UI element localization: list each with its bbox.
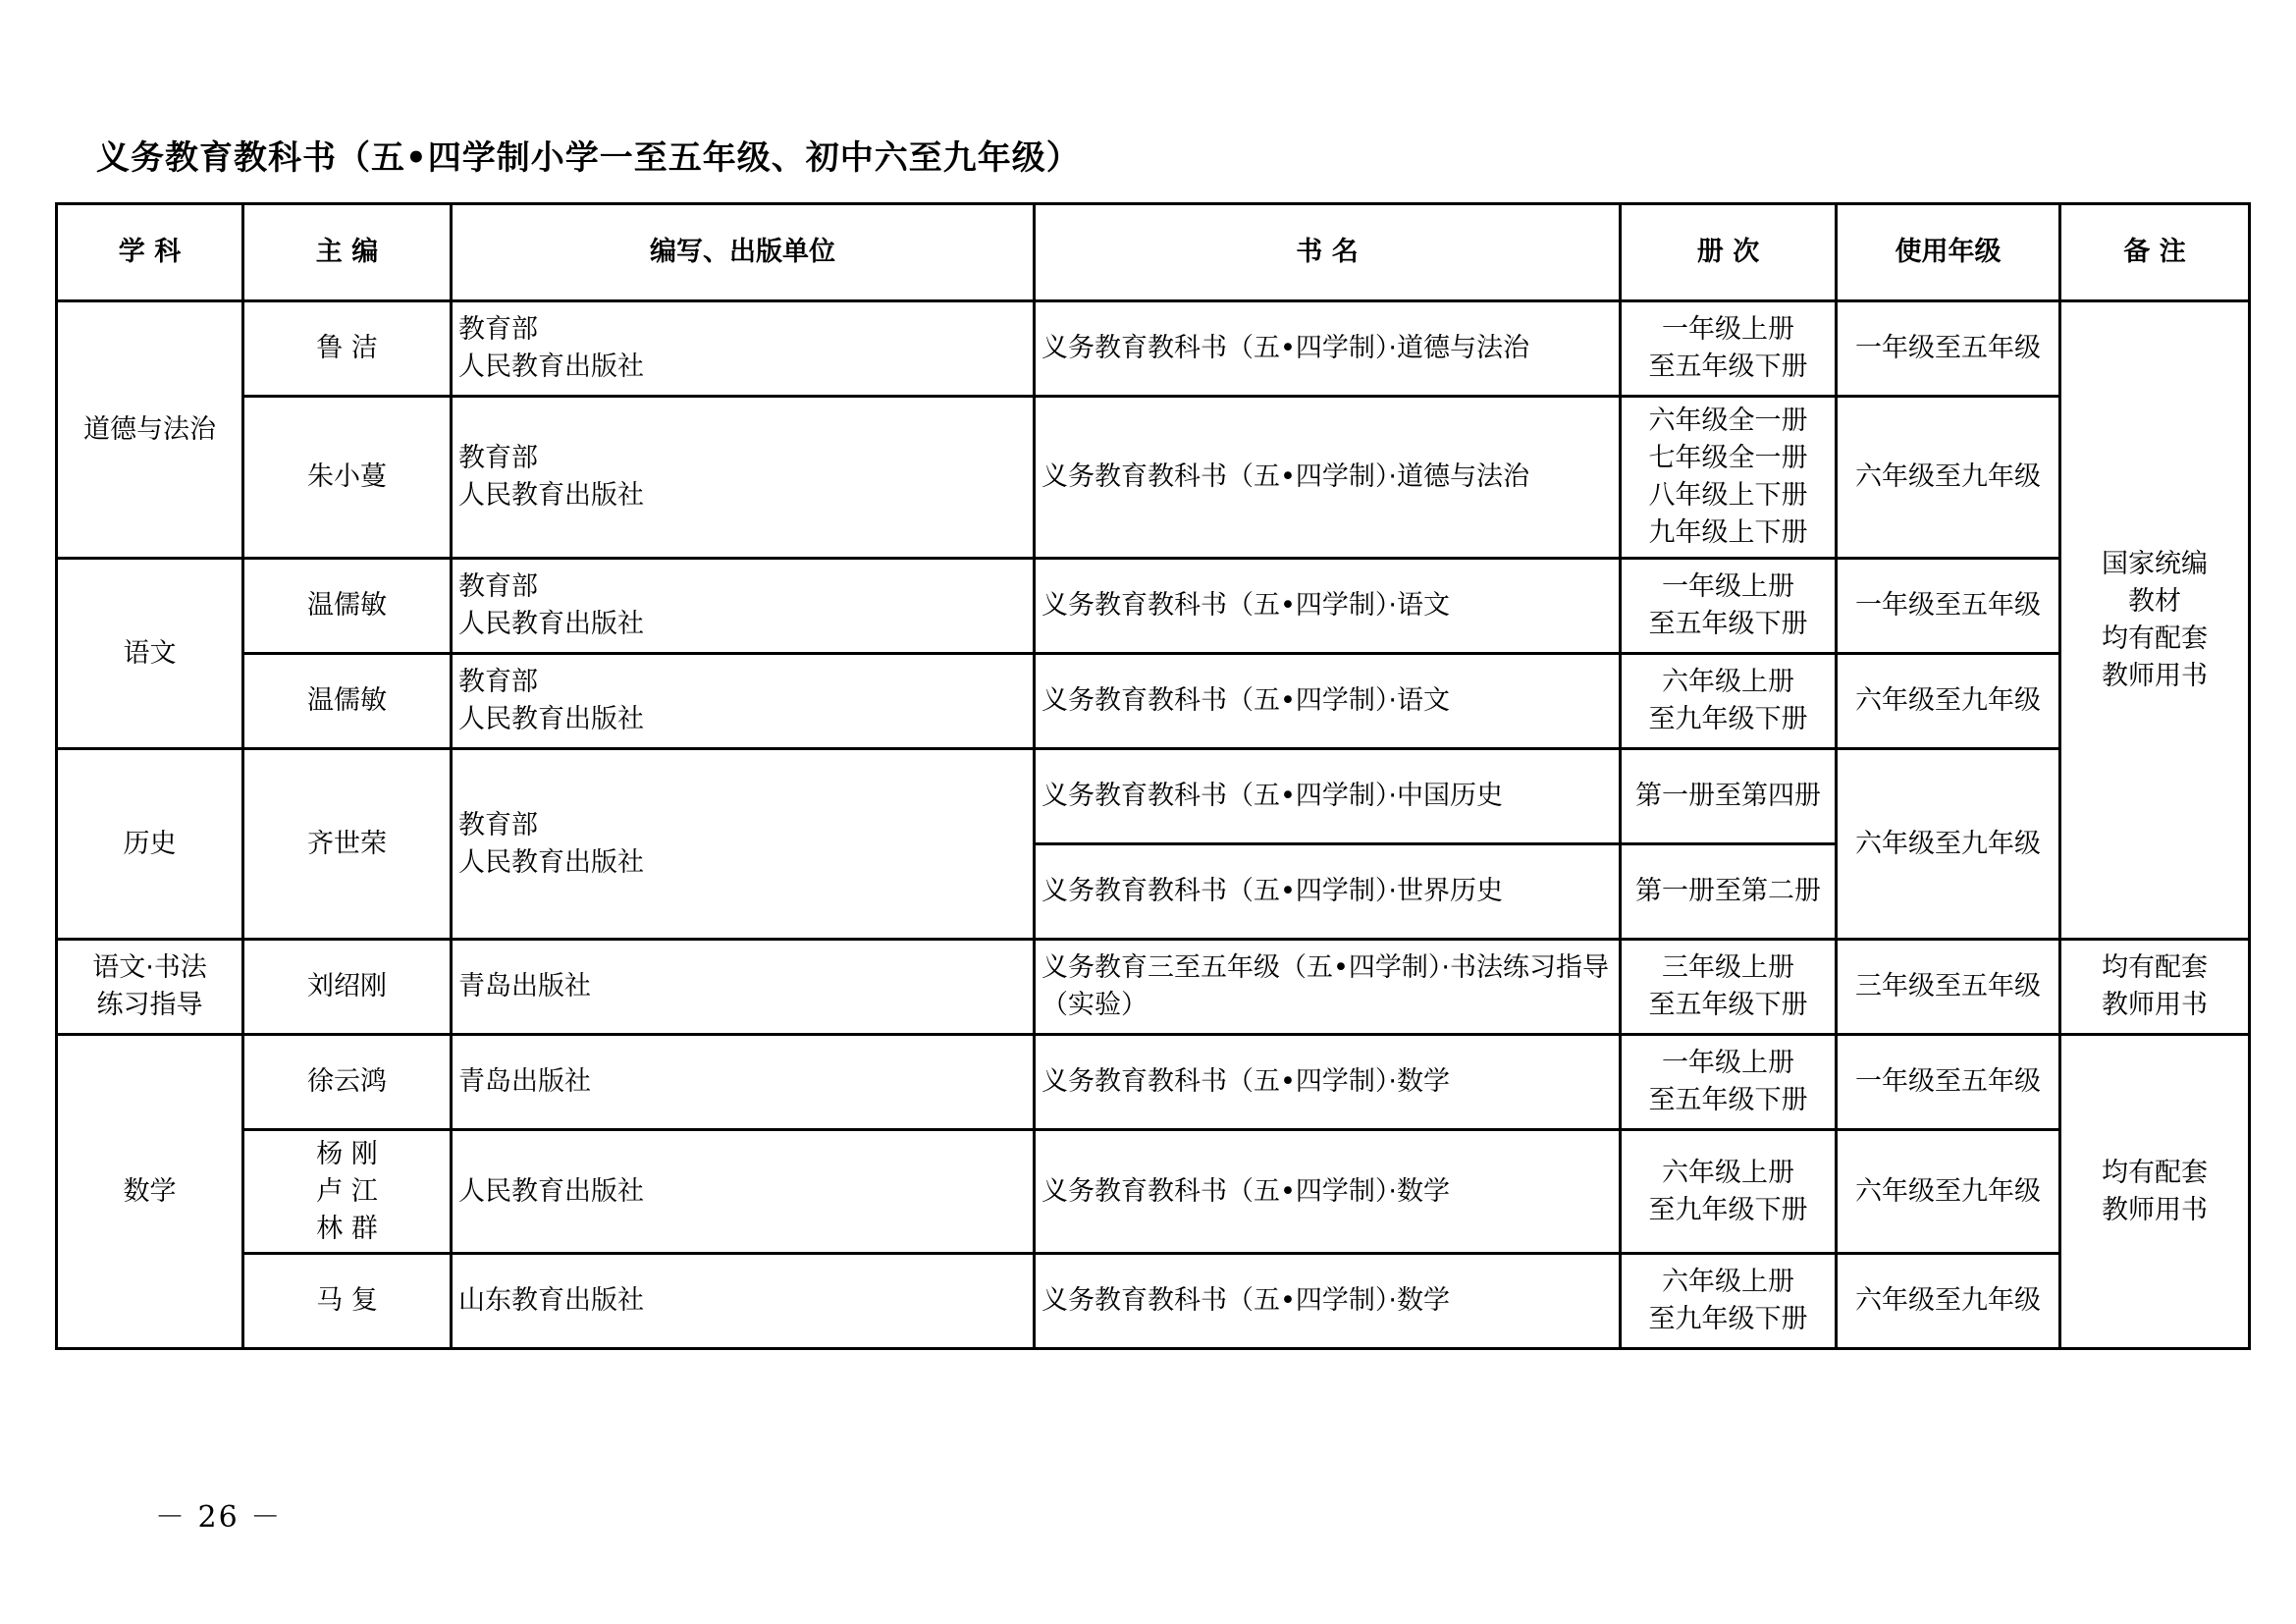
grade-cell: 一年级至五年级 <box>1837 301 2060 397</box>
subject-cell: 道德与法治 <box>57 301 243 559</box>
volumes-cell: 第一册至第四册 <box>1621 749 1837 844</box>
table-row <box>57 301 2250 397</box>
table-row <box>57 1254 2250 1349</box>
grade-cell: 一年级至五年级 <box>1837 559 2060 654</box>
header-grade: 使用年级 <box>1837 204 2060 301</box>
publisher-cell: 教育部 人民教育出版社 <box>452 301 1035 397</box>
table-header-row <box>57 204 2250 301</box>
publisher-cell: 青岛出版社 <box>452 940 1035 1035</box>
grade-cell: 六年级至九年级 <box>1837 749 2060 940</box>
page-number: － 26 － <box>155 1500 283 1535</box>
publisher-cell: 教育部 人民教育出版社 <box>452 397 1035 559</box>
grade-cell: 六年级至九年级 <box>1837 1254 2060 1349</box>
volumes-cell: 六年级上册 至九年级下册 <box>1621 654 1837 749</box>
book-cell: 义务教育教科书（五•四学制）·道德与法治 <box>1035 301 1621 397</box>
book-cell: 义务教育教科书（五•四学制）·语文 <box>1035 559 1621 654</box>
editor-cell: 刘绍刚 <box>243 940 452 1035</box>
grade-cell: 六年级至九年级 <box>1837 1130 2060 1254</box>
header-volumes: 册 次 <box>1621 204 1837 301</box>
editor-cell: 温儒敏 <box>243 559 452 654</box>
editor-cell: 杨 刚 卢 江 林 群 <box>243 1130 452 1254</box>
document-title: 义务教育教科书（五•四学制小学一至五年级、初中六至九年级） <box>96 138 1081 178</box>
remarks-cell: 均有配套 教师用书 <box>2060 1035 2250 1349</box>
book-cell: 义务教育教科书（五•四学制）·数学 <box>1035 1254 1621 1349</box>
editor-cell: 马 复 <box>243 1254 452 1349</box>
volumes-cell: 第一册至第二册 <box>1621 844 1837 940</box>
header-book: 书 名 <box>1035 204 1621 301</box>
editor-cell: 朱小蔓 <box>243 397 452 559</box>
editor-cell: 齐世荣 <box>243 749 452 940</box>
publisher-cell: 教育部 人民教育出版社 <box>452 654 1035 749</box>
table-row <box>57 654 2250 749</box>
header-editor: 主 编 <box>243 204 452 301</box>
volumes-cell: 一年级上册 至五年级下册 <box>1621 1035 1837 1130</box>
volumes-cell: 六年级上册 至九年级下册 <box>1621 1130 1837 1254</box>
subject-cell: 历史 <box>57 749 243 940</box>
grade-cell: 一年级至五年级 <box>1837 1035 2060 1130</box>
publisher-cell: 教育部 人民教育出版社 <box>452 559 1035 654</box>
book-cell: 义务教育教科书（五•四学制）·语文 <box>1035 654 1621 749</box>
table-row <box>57 940 2250 1035</box>
header-subject: 学 科 <box>57 204 243 301</box>
book-cell: 义务教育三至五年级（五•四学制）·书法练习指导（实验） <box>1035 940 1621 1035</box>
editor-cell: 鲁 洁 <box>243 301 452 397</box>
table-row <box>57 749 2250 844</box>
book-cell: 义务教育教科书（五•四学制）·中国历史 <box>1035 749 1621 844</box>
publisher-cell: 山东教育出版社 <box>452 1254 1035 1349</box>
table-row <box>57 397 2250 559</box>
grade-cell: 六年级至九年级 <box>1837 654 2060 749</box>
subject-cell: 语文 <box>57 559 243 749</box>
remarks-cell: 均有配套 教师用书 <box>2060 940 2250 1035</box>
table-row <box>57 1130 2250 1254</box>
volumes-cell: 一年级上册 至五年级下册 <box>1621 301 1837 397</box>
grade-cell: 三年级至五年级 <box>1837 940 2060 1035</box>
volumes-cell: 三年级上册 至五年级下册 <box>1621 940 1837 1035</box>
textbook-table <box>55 202 2251 1350</box>
volumes-cell: 六年级上册 至九年级下册 <box>1621 1254 1837 1349</box>
book-cell: 义务教育教科书（五•四学制）·道德与法治 <box>1035 397 1621 559</box>
table-row <box>57 559 2250 654</box>
book-cell: 义务教育教科书（五•四学制）·数学 <box>1035 1130 1621 1254</box>
grade-cell: 六年级至九年级 <box>1837 397 2060 559</box>
editor-cell: 温儒敏 <box>243 654 452 749</box>
volumes-cell: 一年级上册 至五年级下册 <box>1621 559 1837 654</box>
header-publisher: 编写、出版单位 <box>452 204 1035 301</box>
book-cell: 义务教育教科书（五•四学制）·世界历史 <box>1035 844 1621 940</box>
editor-cell: 徐云鸿 <box>243 1035 452 1130</box>
header-remarks: 备 注 <box>2060 204 2250 301</box>
publisher-cell: 青岛出版社 <box>452 1035 1035 1130</box>
table-row <box>57 1035 2250 1130</box>
subject-cell: 语文·书法 练习指导 <box>57 940 243 1035</box>
remarks-cell: 国家统编 教材 均有配套 教师用书 <box>2060 301 2250 940</box>
volumes-cell: 六年级全一册 七年级全一册 八年级上下册 九年级上下册 <box>1621 397 1837 559</box>
book-cell: 义务教育教科书（五•四学制）·数学 <box>1035 1035 1621 1130</box>
publisher-cell: 人民教育出版社 <box>452 1130 1035 1254</box>
subject-cell: 数学 <box>57 1035 243 1349</box>
publisher-cell: 教育部 人民教育出版社 <box>452 749 1035 940</box>
